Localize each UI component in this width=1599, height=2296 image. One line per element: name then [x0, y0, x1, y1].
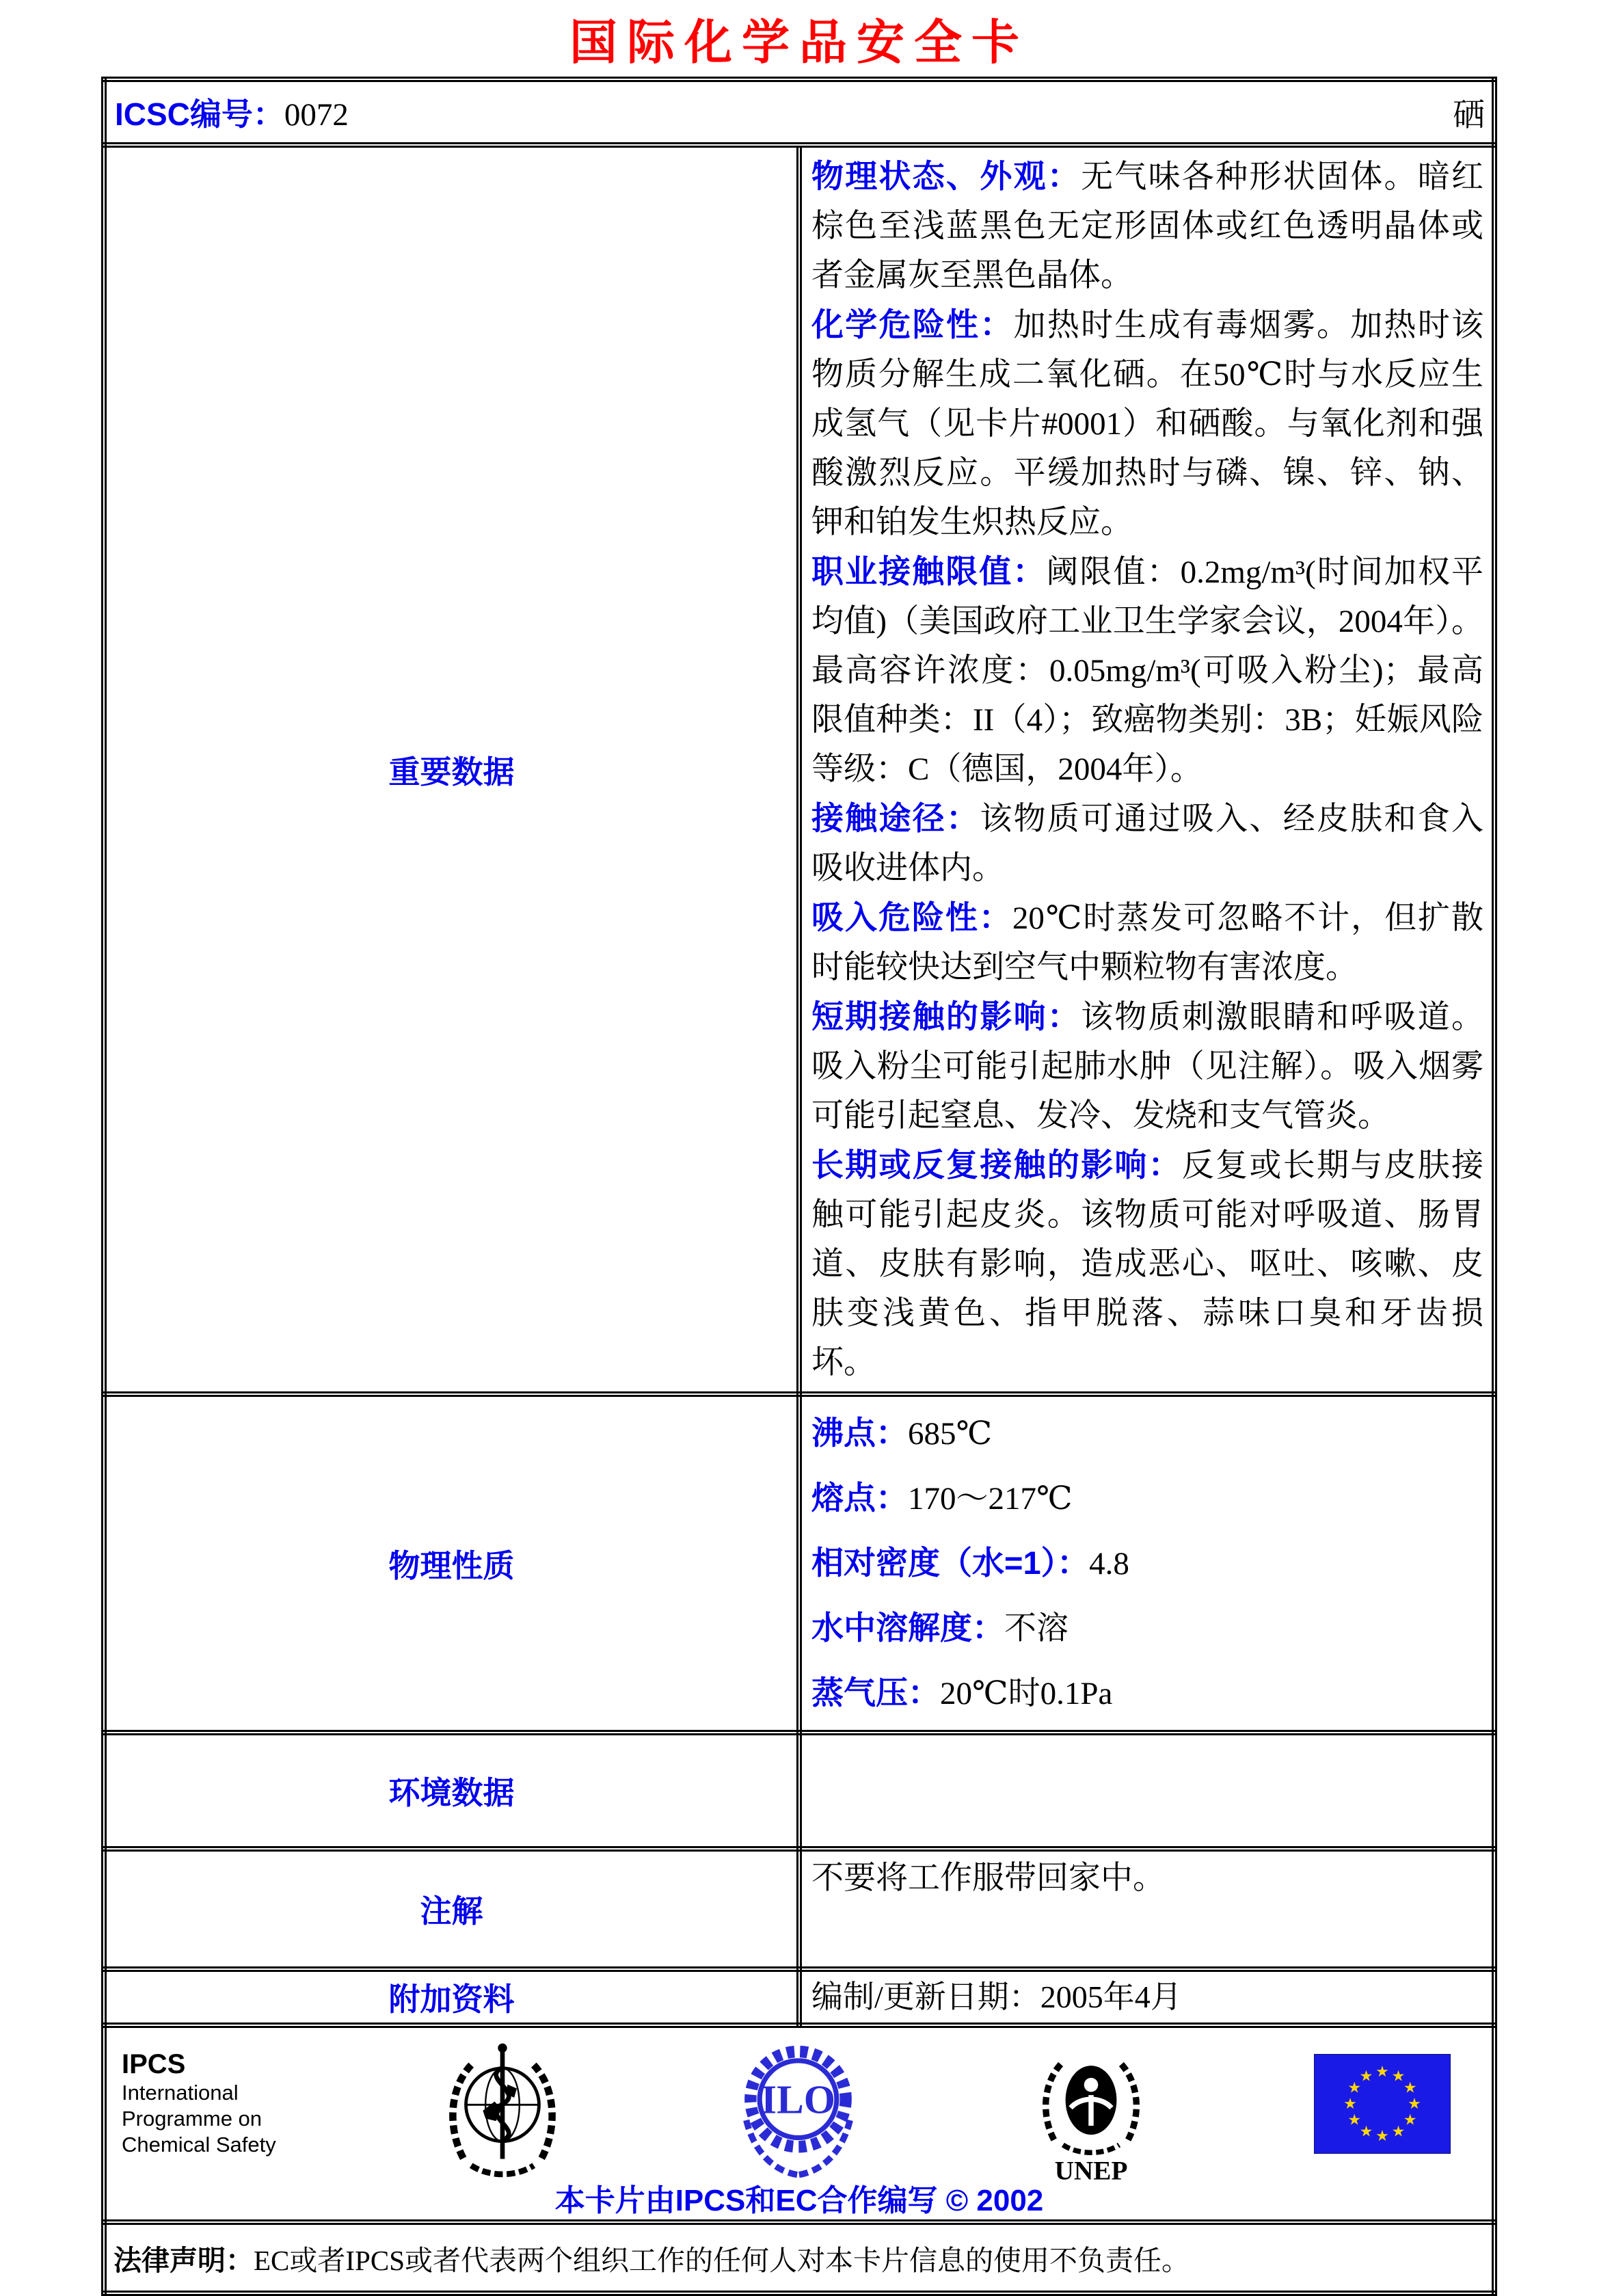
row-label-physical-properties: 物理性质 [104, 1394, 799, 1733]
important-data-row [104, 145, 1494, 1394]
physical-properties-content [811, 1401, 1483, 1726]
legal-notice-text: EC或者IPCS或者代表两个组织工作的任何人对本卡片信息的使用不负责任。 [254, 2244, 1190, 2276]
important-item: 吸入危险性：20℃时蒸发可忽略不计，但扩散时能较快达到空气中颗粒物有害浓度。 [811, 899, 1484, 985]
who-logo-icon [434, 2038, 571, 2181]
icsc-number-value: 0072 [284, 97, 349, 133]
svg-text:★: ★ [1375, 2127, 1389, 2144]
row-label-notes: 注解 [104, 1849, 799, 1969]
icsc-row [104, 79, 1494, 145]
svg-text:★: ★ [1391, 2122, 1406, 2140]
important-item: 物理状态、外观：无气味各种形状固体。暗红棕色至浅蓝黑色无定形固体或红色透明晶体或者金属灰至黑色晶体。 [811, 158, 1484, 293]
physical-item: 蒸气压：20℃时0.1Pa [811, 1674, 1113, 1711]
additional-info-row [104, 1969, 1494, 2025]
chemical-name: 硒 [1453, 97, 1485, 133]
svg-text:★: ★ [1343, 2095, 1357, 2112]
physical-item: 水中溶解度：不溶 [811, 1610, 1069, 1646]
important-item: 化学危险性：加热时生成有毒烟雾。加热时该物质分解生成二氧化硒。在50℃时与水反应生成氢气（见卡片#0001）和硒酸。与氧化剂和强酸激烈反应。平缓加热时与磷、镍、锌、钠、钾和铂发生炽热反应。 [811, 306, 1484, 540]
physical-item: 相对密度（水=1）：4.8 [811, 1545, 1129, 1581]
svg-text:★: ★ [1391, 2067, 1406, 2085]
notes-row [104, 1849, 1494, 1969]
logos-row [104, 2025, 1494, 2222]
physical-properties-row [104, 1394, 1494, 1733]
legal-notice-label: 法律声明： [113, 2244, 254, 2276]
row-label-important-data: 重要数据 [104, 145, 799, 1394]
physical-item: 熔点：170～217℃ [811, 1480, 1073, 1517]
safety-card-table [101, 77, 1497, 2296]
unep-logo-icon [1026, 2038, 1156, 2185]
svg-text:★: ★ [1375, 2063, 1389, 2080]
cooperation-caption: 本卡片由IPCS和EC合作编写 © 2002 [554, 2184, 1044, 2217]
svg-text:★: ★ [1347, 2079, 1362, 2096]
eu-flag-icon [1314, 2038, 1451, 2154]
physical-item: 沸点：685℃ [811, 1415, 993, 1452]
svg-text:★: ★ [1347, 2111, 1362, 2128]
row-label-environmental-data: 环境数据 [104, 1733, 799, 1849]
icsc-number-label: ICSC编号： [115, 96, 284, 132]
unep-label: UNEP [1054, 2156, 1128, 2185]
page-title: 国际化学品安全卡 [569, 16, 1029, 69]
ipcs-acronym: IPCS [122, 2049, 186, 2079]
svg-text:★: ★ [1403, 2079, 1417, 2096]
svg-text:★: ★ [1408, 2095, 1421, 2112]
important-item: 职业接触限值：阈限值：0.2mg/m³(时间加权平均值)（美国政府工业卫生学家会议，2004年）。最高容许浓度：0.05mg/m³(可吸入粉尘)；最高限值种类：II（4）；致癌物类别：3B；妊娠风险等级：C（德国，2004年）。 [811, 553, 1484, 787]
environmental-data-content [799, 1733, 1494, 1849]
environmental-data-row [104, 1733, 1494, 1849]
important-item: 长期或反复接触的影响：反复或长期与皮肤接触可能引起皮炎。该物质可能对呼吸道、肠胃道、皮肤有影响，造成恶心、呕吐、咳嗽、皮肤变浅黄色、指甲脱落、蒜味口臭和牙齿损坏。 [811, 1147, 1484, 1380]
svg-text:★: ★ [1403, 2111, 1417, 2128]
row-label-additional-info: 附加资料 [104, 1969, 799, 2025]
important-data-content [811, 152, 1483, 1387]
icsc-number [115, 90, 349, 135]
legal-notice-row [104, 2222, 1494, 2293]
ilo-monogram: ILO [761, 2077, 836, 2122]
notes-text: 不要将工作服带回家中。 [811, 1860, 1165, 1896]
important-item: 短期接触的影响：该物质刺激眼睛和呼吸道。吸入粉尘可能引起肺水肿（见注解）。吸入烟雾可能引起窒息、发冷、发烧和支气管炎。 [811, 998, 1484, 1134]
ipcs-text-block: IPCS International Programme on Chemical Safety [122, 2049, 276, 2157]
additional-info-text: 编制/更新日期：2005年4月 [811, 1979, 1182, 2014]
svg-text:★: ★ [1359, 2067, 1373, 2085]
important-item: 接触途径：该物质可通过吸入、经皮肤和食入吸收进体内。 [811, 800, 1484, 886]
ilo-logo-icon [728, 2038, 868, 2181]
svg-text:★: ★ [1359, 2122, 1373, 2140]
